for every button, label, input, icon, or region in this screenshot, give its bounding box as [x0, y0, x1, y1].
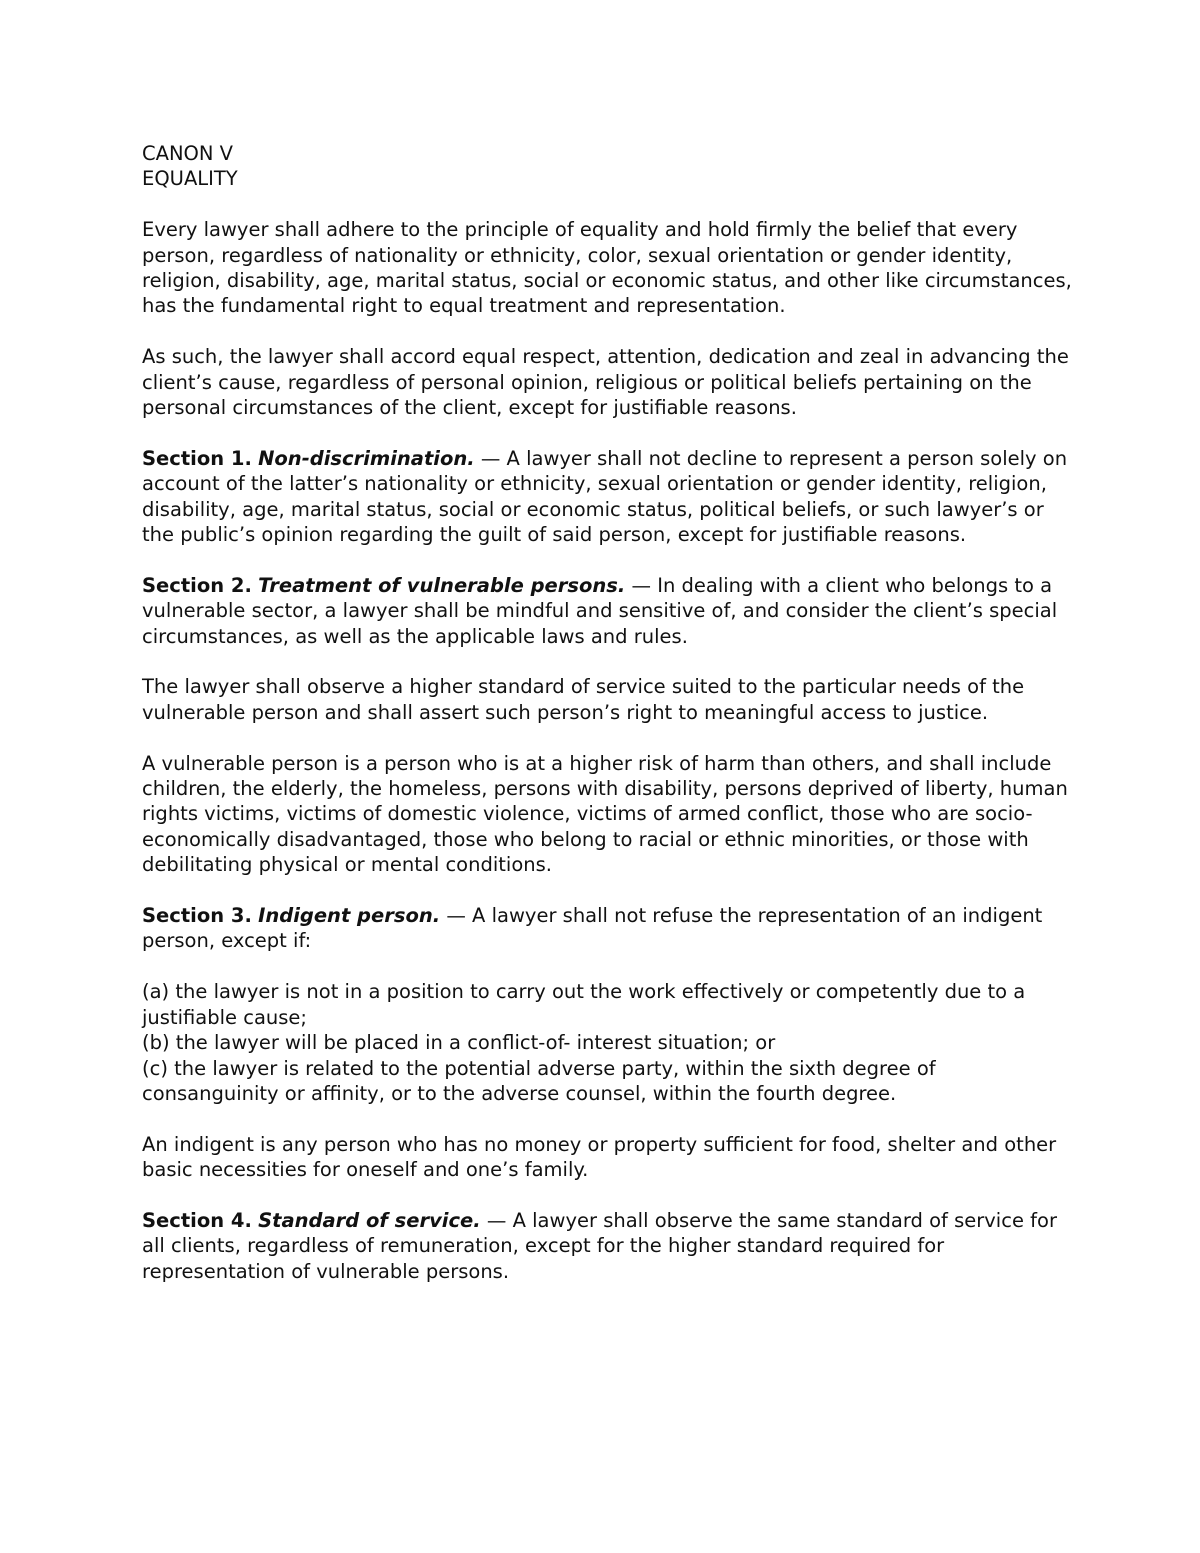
- section-1: [142, 446, 1072, 548]
- intro-paragraph-2: As such, the lawyer shall accord equal respect, attention, dedication and zeal in advancing the client’s cause, regardless of personal opinion, religious or political beliefs pertaining on the personal circumstances of the client, except for justifiable reasons.: [142, 345, 1069, 420]
- document-page: [142, 141, 1072, 1310]
- section-3-title: Indigent person.: [258, 904, 441, 928]
- section-4-text: — A lawyer shall observe the same standard of service for all clients, regardless of remuneration, except for the higher standard required for representation of vulnerable persons.: [142, 1208, 1057, 1283]
- section-4: [142, 1208, 1072, 1284]
- section-3-exceptions-list: [142, 979, 1072, 1106]
- list-item: (a) the lawyer is not in a position to carry out the work effectively or competently due to a justifiable cause;: [142, 980, 1026, 1029]
- section-3-text: — A lawyer shall not refuse the representation of an indigent person, except if:: [142, 904, 1043, 953]
- section-2-paragraph-2: A vulnerable person is a person who is at a higher risk of harm than others, and shall include children, the elderly, the homeless, persons with disability, persons deprived of liberty, human rights victims, victims of domestic violence, victims of armed conflict, those who are socio-economically disadvantaged, those who belong to racial or ethnic minorities, or those with debilitating physical or mental conditions.: [142, 751, 1068, 877]
- section-2-title: Treatment of vulnerable persons.: [258, 573, 626, 597]
- section-1-label: Section 1.: [142, 446, 252, 470]
- list-item: (c) the lawyer is related to the potential adverse party, within the sixth degree of consanguinity or affinity, or to the adverse counsel, within the fourth degree.: [142, 1056, 936, 1105]
- section-4-title: Standard of service.: [258, 1208, 481, 1232]
- section-2-label: Section 2.: [142, 573, 252, 597]
- section-1-title: Non-discrimination.: [258, 446, 475, 470]
- section-3-label: Section 3.: [142, 904, 252, 928]
- section-3: [142, 903, 1072, 954]
- intro-paragraph-1: Every lawyer shall adhere to the principle of equality and hold firmly the belief that every person, regardless of nationality or ethnicity, color, sexual orientation or gender identity, religion, disability, age, marital status, social or economic status, and other like circumstances, has the fundamental right to equal treatment and representation.: [142, 218, 1072, 318]
- section-2-text: — In dealing with a client who belongs to a vulnerable sector, a lawyer shall be mindful and sensitive of, and consider the client’s special circumstances, as well as the applicable laws and rules.: [142, 573, 1058, 648]
- canon-heading: [142, 141, 1072, 192]
- canon-number: CANON V: [142, 142, 234, 165]
- section-1-text: — A lawyer shall not decline to represent a person solely on account of the latter’s nationality or ethnicity, sexual orientation or gender identity, religion, disability, age, marital status, social or economic status, political beliefs, or such lawyer’s or the public’s opinion regarding the guilt of said person, except for justifiable reasons.: [142, 446, 1068, 547]
- section-4-label: Section 4.: [142, 1208, 252, 1232]
- list-item: (b) the lawyer will be placed in a conflict-of- interest situation; or: [142, 1031, 776, 1055]
- section-2-paragraph-1: The lawyer shall observe a higher standard of service suited to the particular needs of the vulnerable person and shall assert such person’s right to meaningful access to justice.: [142, 675, 1025, 724]
- canon-title: EQUALITY: [142, 167, 238, 191]
- section-2: [142, 573, 1072, 649]
- section-3-indigent-definition: An indigent is any person who has no money or property sufficient for food, shelter and other basic necessities for oneself and one’s family.: [142, 1132, 1057, 1182]
